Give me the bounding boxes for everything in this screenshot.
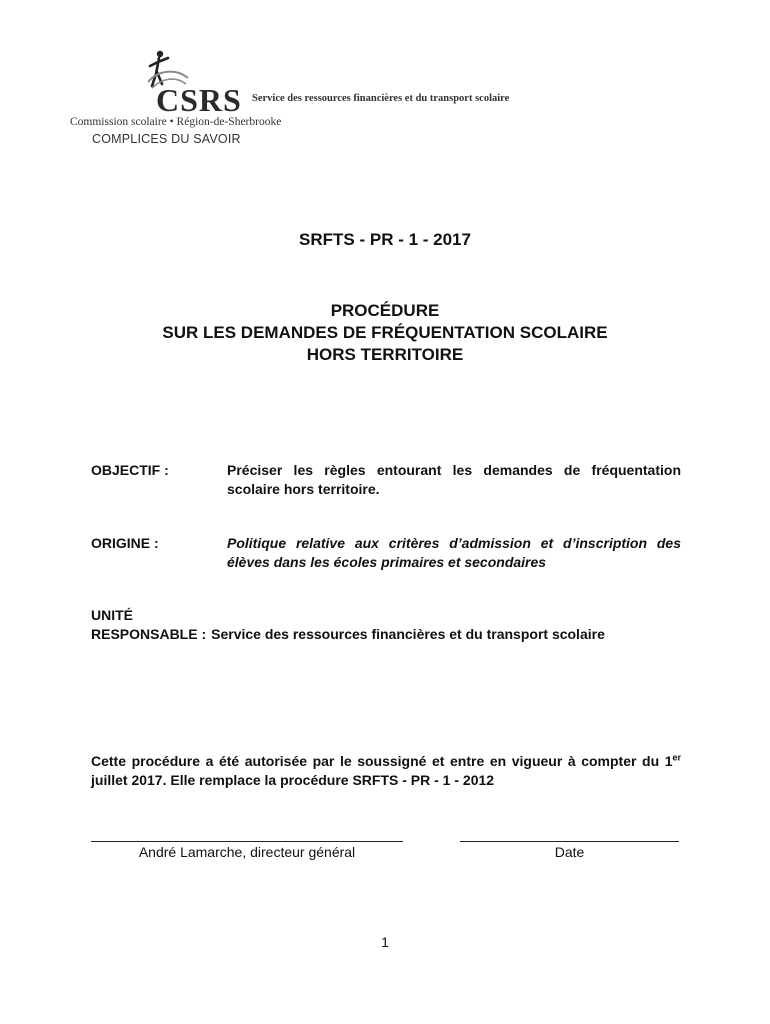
authorization-text: Cette procédure a été autorisée par le soussigné et entre en vigueur à compter du 1: [91, 753, 673, 769]
authorization-text: juillet 2017. Elle remplace la procédure SRFTS - PR - 1 - 2012: [91, 772, 495, 788]
csrs-logo: [68, 48, 282, 148]
field-value: Préciser les règles entourant les demandes de fréquentation scolaire hors territoire.: [227, 462, 681, 497]
ordinal-superscript: er: [672, 752, 681, 763]
document-title: [0, 300, 770, 366]
field-value: Politique relative aux critères d’admission et d’inscription des élèves dans les écoles primaires et secondaires: [227, 535, 681, 570]
field-label: OBJECTIF :: [91, 462, 169, 478]
title-line: SUR LES DEMANDES DE FRÉQUENTATION SCOLAIRE: [162, 323, 608, 342]
field-label: RESPONSABLE :: [91, 626, 207, 642]
date-line: [460, 841, 679, 842]
field-unite-responsable: [91, 606, 605, 644]
signatory-name: André Lamarche, directeur général: [138, 844, 356, 860]
logo-acronym: CSRS: [156, 82, 242, 118]
date-label: Date: [554, 844, 585, 860]
document-code: SRFTS - PR - 1 - 2017: [299, 230, 471, 249]
authorization-statement: [91, 752, 681, 790]
field-label: ORIGINE :: [91, 535, 159, 551]
signature-line: [91, 841, 403, 842]
service-header: Service des ressources financières et du transport scolaire: [252, 93, 510, 104]
title-line: HORS TERRITOIRE: [306, 345, 464, 364]
logo-organization-name: Commission scolaire • Région-de-Sherbrooke: [70, 116, 282, 128]
logo-tagline: COMPLICES DU SAVOIR: [92, 132, 241, 146]
field-label: UNITÉ: [91, 607, 133, 623]
title-line: PROCÉDURE: [330, 301, 440, 320]
field-value: Service des ressources financières et du transport scolaire: [211, 626, 605, 642]
page-number: 1: [381, 934, 389, 950]
